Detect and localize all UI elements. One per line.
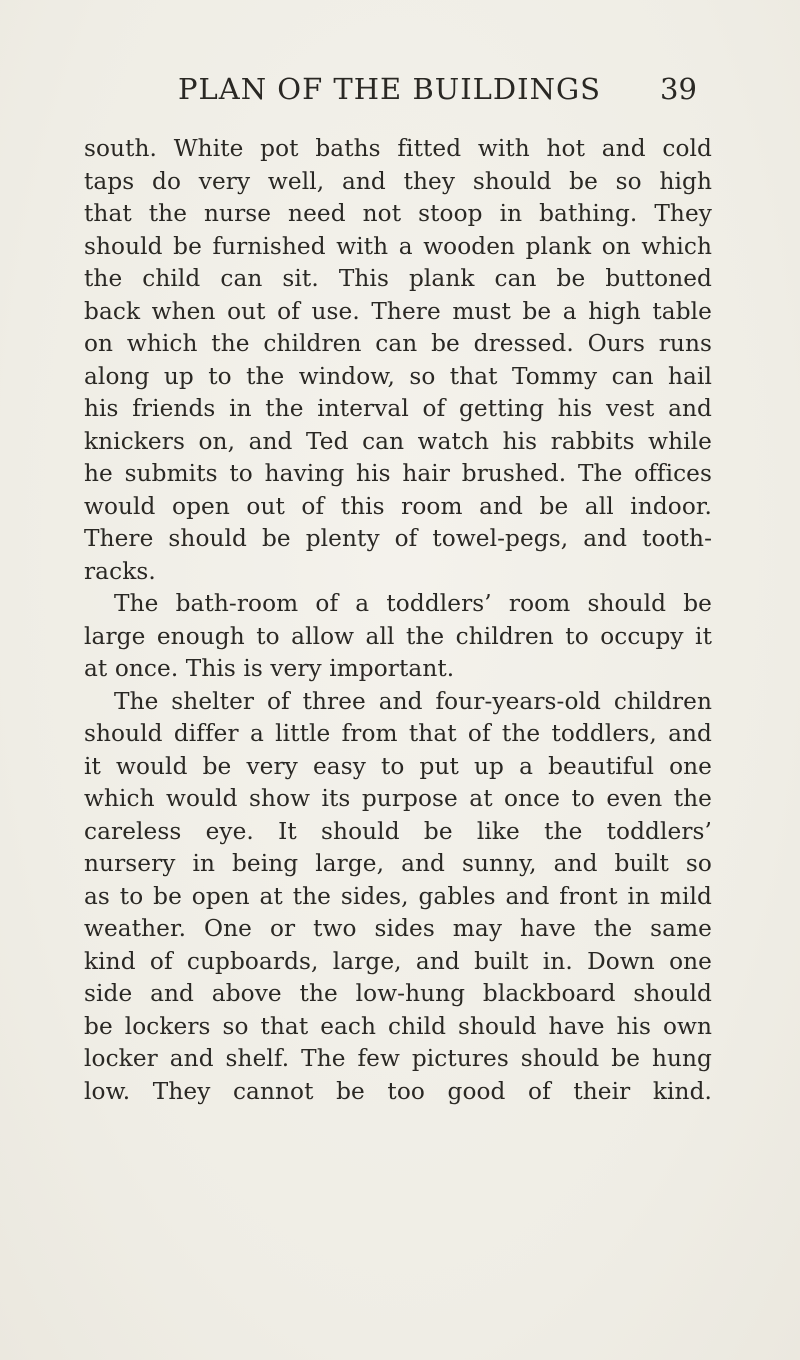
text-line: as to be open at the sides, gables and front in mild <box>84 882 712 910</box>
text-line: knickers on, and Ted can watch his rabbits while <box>84 427 712 455</box>
text-line: his friends in the interval of getting his vest and <box>84 395 712 422</box>
text-line: should be furnished with a wooden plank on which <box>84 232 712 260</box>
text-line: it would be very easy to put up a beautiful one <box>84 752 712 780</box>
text-line: south. White pot baths fitted with hot and cold <box>84 135 712 162</box>
text-line: side and above the low-hung blackboard should <box>84 980 712 1007</box>
text-line: nursery in being large, and sunny, and built so <box>84 850 712 877</box>
text-line: on which the children can be dressed. Ours runs <box>84 330 712 357</box>
text-line: low. They cannot be too good of their kind. <box>84 1077 712 1105</box>
text-line: large enough to allow all the children to occupy it <box>84 622 712 650</box>
text-line: careless eye. It should be like the toddlers’ <box>84 817 712 845</box>
text-line: racks. <box>84 557 156 585</box>
text-line: There should be plenty of towel-pegs, and tooth- <box>84 525 712 552</box>
text-line: the child can sit. This plank can be buttoned <box>84 265 712 292</box>
text-line: that the nurse need not stoop in bathing. They <box>84 200 712 227</box>
text-line: which would show its purpose at once to even the <box>84 785 712 812</box>
page-number: 39 <box>660 72 697 106</box>
text-line: should differ a little from that of the toddlers, and <box>84 720 712 747</box>
text-line: at once. This is very important. <box>84 655 455 682</box>
text-line: locker and shelf. The few pictures should be hung <box>84 1045 712 1072</box>
text-line: would open out of this room and be all indoor. <box>84 492 712 520</box>
text-line: weather. One or two sides may have the same <box>84 915 712 942</box>
page-header <box>0 72 800 116</box>
running-title: PLAN OF THE BUILDINGS <box>178 72 602 106</box>
body-text <box>84 133 712 1108</box>
text-line: The shelter of three and four-years-old children <box>114 687 712 715</box>
text-line: along up to the window, so that Tommy can hail <box>84 362 712 390</box>
text-line: he submits to having his hair brushed. The offices <box>84 460 712 487</box>
text-line: taps do very well, and they should be so high <box>84 167 712 195</box>
text-line: be lockers so that each child should have his own <box>84 1012 712 1040</box>
text-line: kind of cupboards, large, and built in. Down one <box>84 947 712 975</box>
text-line: back when out of use. There must be a high table <box>84 297 712 325</box>
text-line: The bath-room of a toddlers’ room should be <box>114 590 712 617</box>
